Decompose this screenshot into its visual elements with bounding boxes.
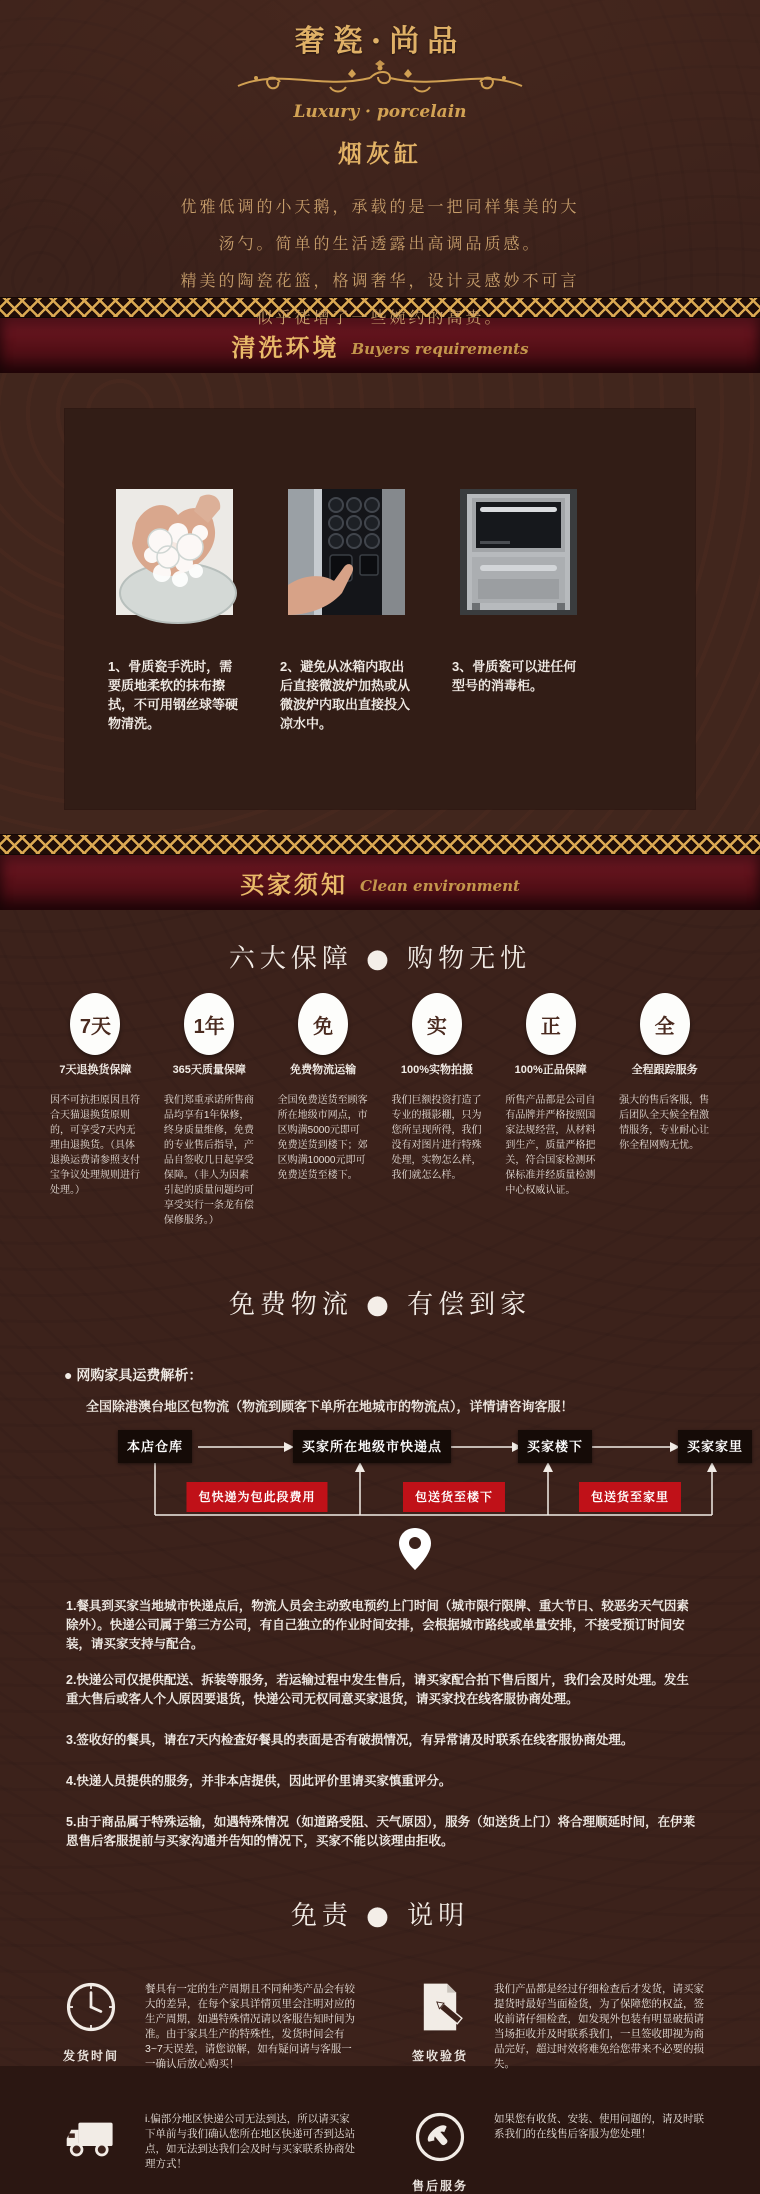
guarantee-label: 100%实物拍摄 (400, 1064, 473, 1076)
logistics-section (0, 1284, 760, 1851)
logistics-terms (0, 1597, 760, 1851)
guarantee-label: 全程跟踪服务 (631, 1064, 698, 1076)
wash-caption-row (98, 657, 695, 733)
wash-caption-2: 2、避免从冰箱内取出后直接微波炉加热或从微波炉内取出直接投入凉水中。 (280, 659, 411, 731)
term-item-3: 3.签收好的餐具，请在7天内检查好餐具的表面是否有破损情况，有异常请及时联系在线客服协商处理。 (66, 1733, 634, 1747)
disinfection-cabinet-photo (460, 489, 577, 615)
guarantee-badge: 1年 (184, 993, 234, 1055)
term-item-4: 4.快递人员提供的服务，并非本店提供，因此评价里请买家慎重评分。 (66, 1774, 452, 1788)
guarantee-badges-row (0, 993, 760, 1228)
guarantee-section (0, 910, 760, 1228)
intro-line: 精美的陶瓷花篮，格调奢华，设计灵感妙不可言 (180, 273, 580, 290)
disclaimer-block-label: 签收验货 (411, 2049, 468, 2063)
hand-washing-photo (116, 489, 233, 615)
disclaimer-block-text: 如果您有收货、安装、使用问题的，请及时联系我们的在线售后客服为您处理！ (494, 2113, 704, 2140)
term-item-5: 5.由于商品属于特殊运输，如遇特殊情况（如道路受阻、天气原因），服务（如送货上门）将合理顺延时间，在伊莱恩售后客服提前与买家沟通并告知的情况下，买家不能以该理由拒收。 (66, 1815, 696, 1848)
guarantee-label: 免费物流运输 (290, 1064, 357, 1076)
section-title-en: Buyers requirements (351, 340, 529, 358)
disclaimer-block-aftersales (401, 2110, 708, 2194)
section-title-en: Clean environment (360, 877, 520, 895)
disclaimer-block-shipping (52, 1980, 359, 2072)
disclaimer-heading: 免责 ● 说明 (290, 1901, 470, 1931)
microwave-control-photo (288, 489, 405, 615)
flow-node-warehouse: 本店仓库 (118, 1430, 192, 1463)
guarantee-badge: 正 (526, 993, 576, 1055)
inspect-icon (413, 2021, 467, 2038)
wash-photo-row (98, 489, 695, 615)
flow-tag-to-home: 包送货至家里 (579, 1482, 681, 1512)
intro-line: 汤勺。简单的生活透露出高调品质感。 (218, 236, 542, 253)
intro-line: 优雅低调的小天鹅，承载的是一把同样集美的大 (180, 199, 580, 216)
product-name: 烟灰缸 (338, 139, 422, 168)
guarantee-desc: 强大的售后客服，售后团队全天候全程激情服务，专业耐心让你全程网购无忧。 (619, 1095, 710, 1151)
disclaimer-block-text: 餐具有一定的生产周期且不同种类产品会有较大的差异，在每个家具详情页里会注明对应的生产周期，如遇特殊情况请以客服告知时间为准。由于家具生产的特殊性，发货时间会有3~7天误差，请您谅解，如有疑问请与客服一一确认后放心购买！ (145, 1983, 355, 2070)
location-pin-icon (399, 1528, 431, 1570)
section-title: 买家须知 (240, 870, 349, 899)
term-item-2: 2.快递公司仅提供配送、拆装等服务，若运输过程中发生售后，请买家配合拍下售后图片，我们会及时处理。发生重大售后或客人个人原因要退货，快递公司无权同意买家退货，请买家找在线客服协商处理。 (66, 1673, 689, 1706)
delivery-flow-diagram (0, 1430, 760, 1593)
disclaimer-block-delivery-area (52, 2110, 359, 2194)
flow-node-city-express: 买家所在地级市快递点 (293, 1430, 451, 1463)
disclaimer-block-text: i.偏部分地区快递公司无法到达，所以请买家下单前与我们确认您所在地区快递可否到达站点，如无法到达我们会及时与买家联系协商处理方式！ (145, 2113, 355, 2170)
logistics-note-title: ● 网购家具运费解析： (64, 1367, 203, 1383)
disclaimer-block-text: 我们产品都是经过仔细检查后才发货，请买家提货时最好当面检货，为了保障您的权益，签收前请仔细检查，如发现外包装有明显破损请当场拒收并及时联系我们，一旦签收即视为商品完好，超过时效将难免给您带来不必要的损失。 (494, 1983, 704, 2070)
guarantee-desc: 全国免费送货至顾客所在地级市网点，市区购满5000元即可免费送货到楼下；郊区购满10000元即可免费送货至楼下。 (277, 1095, 368, 1181)
guarantee-badge: 全 (640, 993, 690, 1055)
disclaimer-block-label: 发货时间 (62, 2049, 119, 2063)
guarantee-badge: 7天 (70, 993, 120, 1055)
disclaimer-block-label: 售后服务 (411, 2179, 468, 2193)
flow-node-home: 买家家里 (678, 1430, 752, 1463)
guarantee-heading: 六大保障 ● 购物无忧 (228, 944, 532, 974)
hero-section (0, 0, 760, 327)
guarantee-label: 7天退换货保障 (59, 1064, 132, 1076)
guarantee-desc: 因不可抗拒原因且符合天猫退换货原则的，可享受7天内无理由退换货。（具体退换运费请参照支付宝争议处理规则进行处理。） (50, 1095, 140, 1196)
disclaimer-block-inspection (401, 1980, 708, 2072)
wash-caption-3: 3、骨质瓷可以进任何型号的消毒柜。 (452, 659, 577, 693)
disclaimer-grid (0, 1980, 760, 2194)
flow-node-downstairs: 买家楼下 (518, 1430, 592, 1463)
flourish-ornament-icon (0, 60, 760, 101)
phone-icon (413, 2151, 467, 2168)
brand-title: 奢瓷·尚品 (294, 24, 466, 59)
disclaimer-section (0, 1895, 760, 2194)
guarantee-desc: 我们郑重承诺所售商品均享有1年保修，终身质量维修，免费的专业售后指导，产品自签收几日起享受保障。（非人为因素引起的质量问题均可享受实行一条龙有偿保修服务。） (163, 1095, 254, 1226)
section-header-notice (0, 855, 760, 910)
term-item-1: 1.餐具到买家当地城市快递点后，物流人员会主动致电预约上门时间（城市限行限牌、重大节日、较恶劣天气因素除外）。快递公司属于第三方公司，有自己独立的作业时间安排，会根据城市路线或单量安排，不接受预订时间安装，请买家支持与配合。 (66, 1599, 689, 1651)
wash-section (0, 373, 760, 834)
truck-icon (64, 2151, 118, 2168)
gold-lattice-border (0, 834, 760, 855)
logistics-note-text: 全国除港澳台地区包物流（物流到顾客下单所在地城市的物流点），详情请咨询客服！ (86, 1399, 574, 1414)
intro-line: 似乎徒增了一些婉约的高贵。 (256, 310, 504, 327)
guarantee-badge: 实 (412, 993, 462, 1055)
clock-icon (64, 2021, 118, 2038)
wash-caption-1: 1、骨质瓷手洗时，需要质地柔软的抹布擦拭，不可用钢丝球等硬物清洗。 (108, 659, 239, 731)
flow-tag-to-downstairs: 包送货至楼下 (403, 1482, 505, 1512)
logistics-heading: 免费物流 ● 有偿到家 (228, 1290, 532, 1320)
flow-tag-express-fee: 包快递为包此段费用 (186, 1482, 327, 1512)
wash-panel (65, 409, 695, 809)
guarantee-label: 100%正品保障 (514, 1064, 587, 1076)
guarantee-desc: 我们巨额投资打造了专业的摄影棚，只为您所呈现所得，我们没有对图片进行特殊处理，实物怎么样，我们就怎么样。 (391, 1095, 482, 1181)
brand-subtitle-en: Luxury · porcelain (293, 102, 467, 122)
guarantee-label: 365天质量保障 (172, 1064, 246, 1076)
guarantee-badge: 免 (298, 993, 348, 1055)
section-title: 清洗环境 (231, 333, 340, 362)
guarantee-desc: 所售产品都是公司自有品牌并严格按照国家法规经营，从材料到生产，质量严格把关，符合国家检测环保标准并经质量检测中心权威认证。 (505, 1095, 596, 1196)
